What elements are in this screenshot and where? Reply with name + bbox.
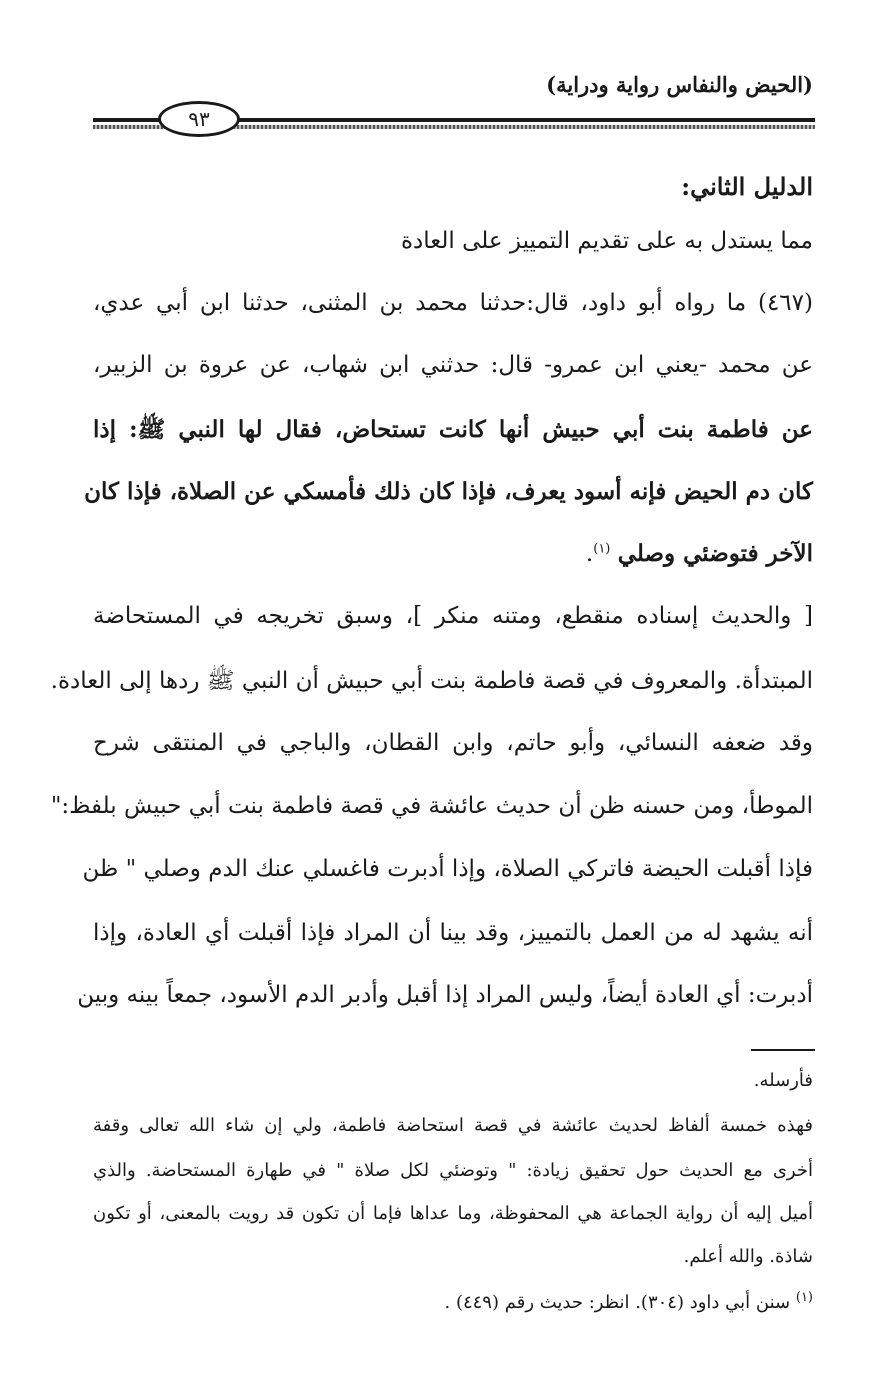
body-line: وقد ضعفه النسائي، وأبو حاتم، وابن القطان، والباجي في المنتقى شرح	[93, 730, 813, 756]
body-line: المبتدأة. والمعروف في قصة فاطمة بنت أبي حبيش أن النبي ﷺ ردها إلى العادة.	[50, 668, 813, 694]
footnote-line: شاذة. والله أعلم.	[683, 1246, 813, 1267]
footnote-text: سنن أبي داود (٣٠٤). انظر: حديث رقم (٤٤٩) .	[444, 1292, 791, 1313]
body-line: الموطأ، ومن حسنه ظن أن حديث عائشة في قصة فاطمة بنت أبي حبيش بلفظ:"	[50, 793, 813, 819]
footnote-marker: (١)	[795, 1290, 813, 1305]
body-line: مما يستدل به على تقديم التمييز على العادة	[400, 228, 813, 254]
body-line: أنه يشهد له من العمل بالتمييز، وقد بينا أن المراد فإذا أقبلت أي العادة، وإذا	[93, 920, 813, 946]
footnote-line: أميل إليه أن رواية الجماعة هي المحفوظة، وما عداها فإما أن تكون قد رويت بالمعنى، أو تكون	[93, 1203, 813, 1224]
section-heading: الدليل الثاني:	[681, 172, 813, 201]
body-line: [ والحديث إسناده منقطع، ومتنه منكر ]، وسبق تخريجه في المستحاضة	[93, 603, 813, 629]
hadith-line-end: الآخر فتوضئي وصلي $^{(١)}$.	[585, 540, 813, 567]
footnote-line: فأرسله.	[753, 1070, 813, 1091]
footnote-line: فهذه خمسة ألفاظ لحديث عائشة في قصة استحاضة فاطمة، ولي إن شاء الله تعالى وقفة	[93, 1115, 813, 1136]
footnote-ref: (١)	[593, 541, 611, 557]
running-title: (الحيض والنفاس رواية ودراية)	[546, 72, 813, 97]
page-number: ٩٣	[158, 101, 240, 137]
footnote-line: أخرى مع الحديث حول تحقيق زيادة: " وتوضئي لكل صلاة " في طهارة المستحاضة. والذي	[93, 1160, 813, 1181]
footnote-separator	[751, 1049, 815, 1051]
body-line: (٤٦٧) ما رواه أبو داود، قال:حدثنا محمد بن المثنى، حدثنا ابن أبي عدي،	[93, 290, 813, 316]
body-line: عن محمد -يعني ابن عمرو- قال: حدثني ابن شهاب، عن عروة بن الزبير،	[93, 352, 813, 378]
hadith-line: كان دم الحيض فإنه أسود يعرف، فإذا كان ذلك فأمسكي عن الصلاة، فإذا كان	[84, 478, 813, 505]
footnote-note	[93, 1290, 813, 1313]
hadith-text: الآخر فتوضئي وصلي	[617, 540, 813, 567]
body-line: فإذا أقبلت الحيضة فاتركي الصلاة، وإذا أدبرت فاغسلي عنك الدم وصلي " ظن	[82, 856, 813, 882]
hadith-line: عن فاطمة بنت أبي حبيش أنها كانت تستحاض، فقال لها النبي ﷺ: إذا	[93, 416, 813, 443]
body-line: أدبرت: أي العادة أيضاً، وليس المراد إذا أقبل وأدبر الدم الأسود، جمعاً بينه وبين	[77, 982, 813, 1008]
